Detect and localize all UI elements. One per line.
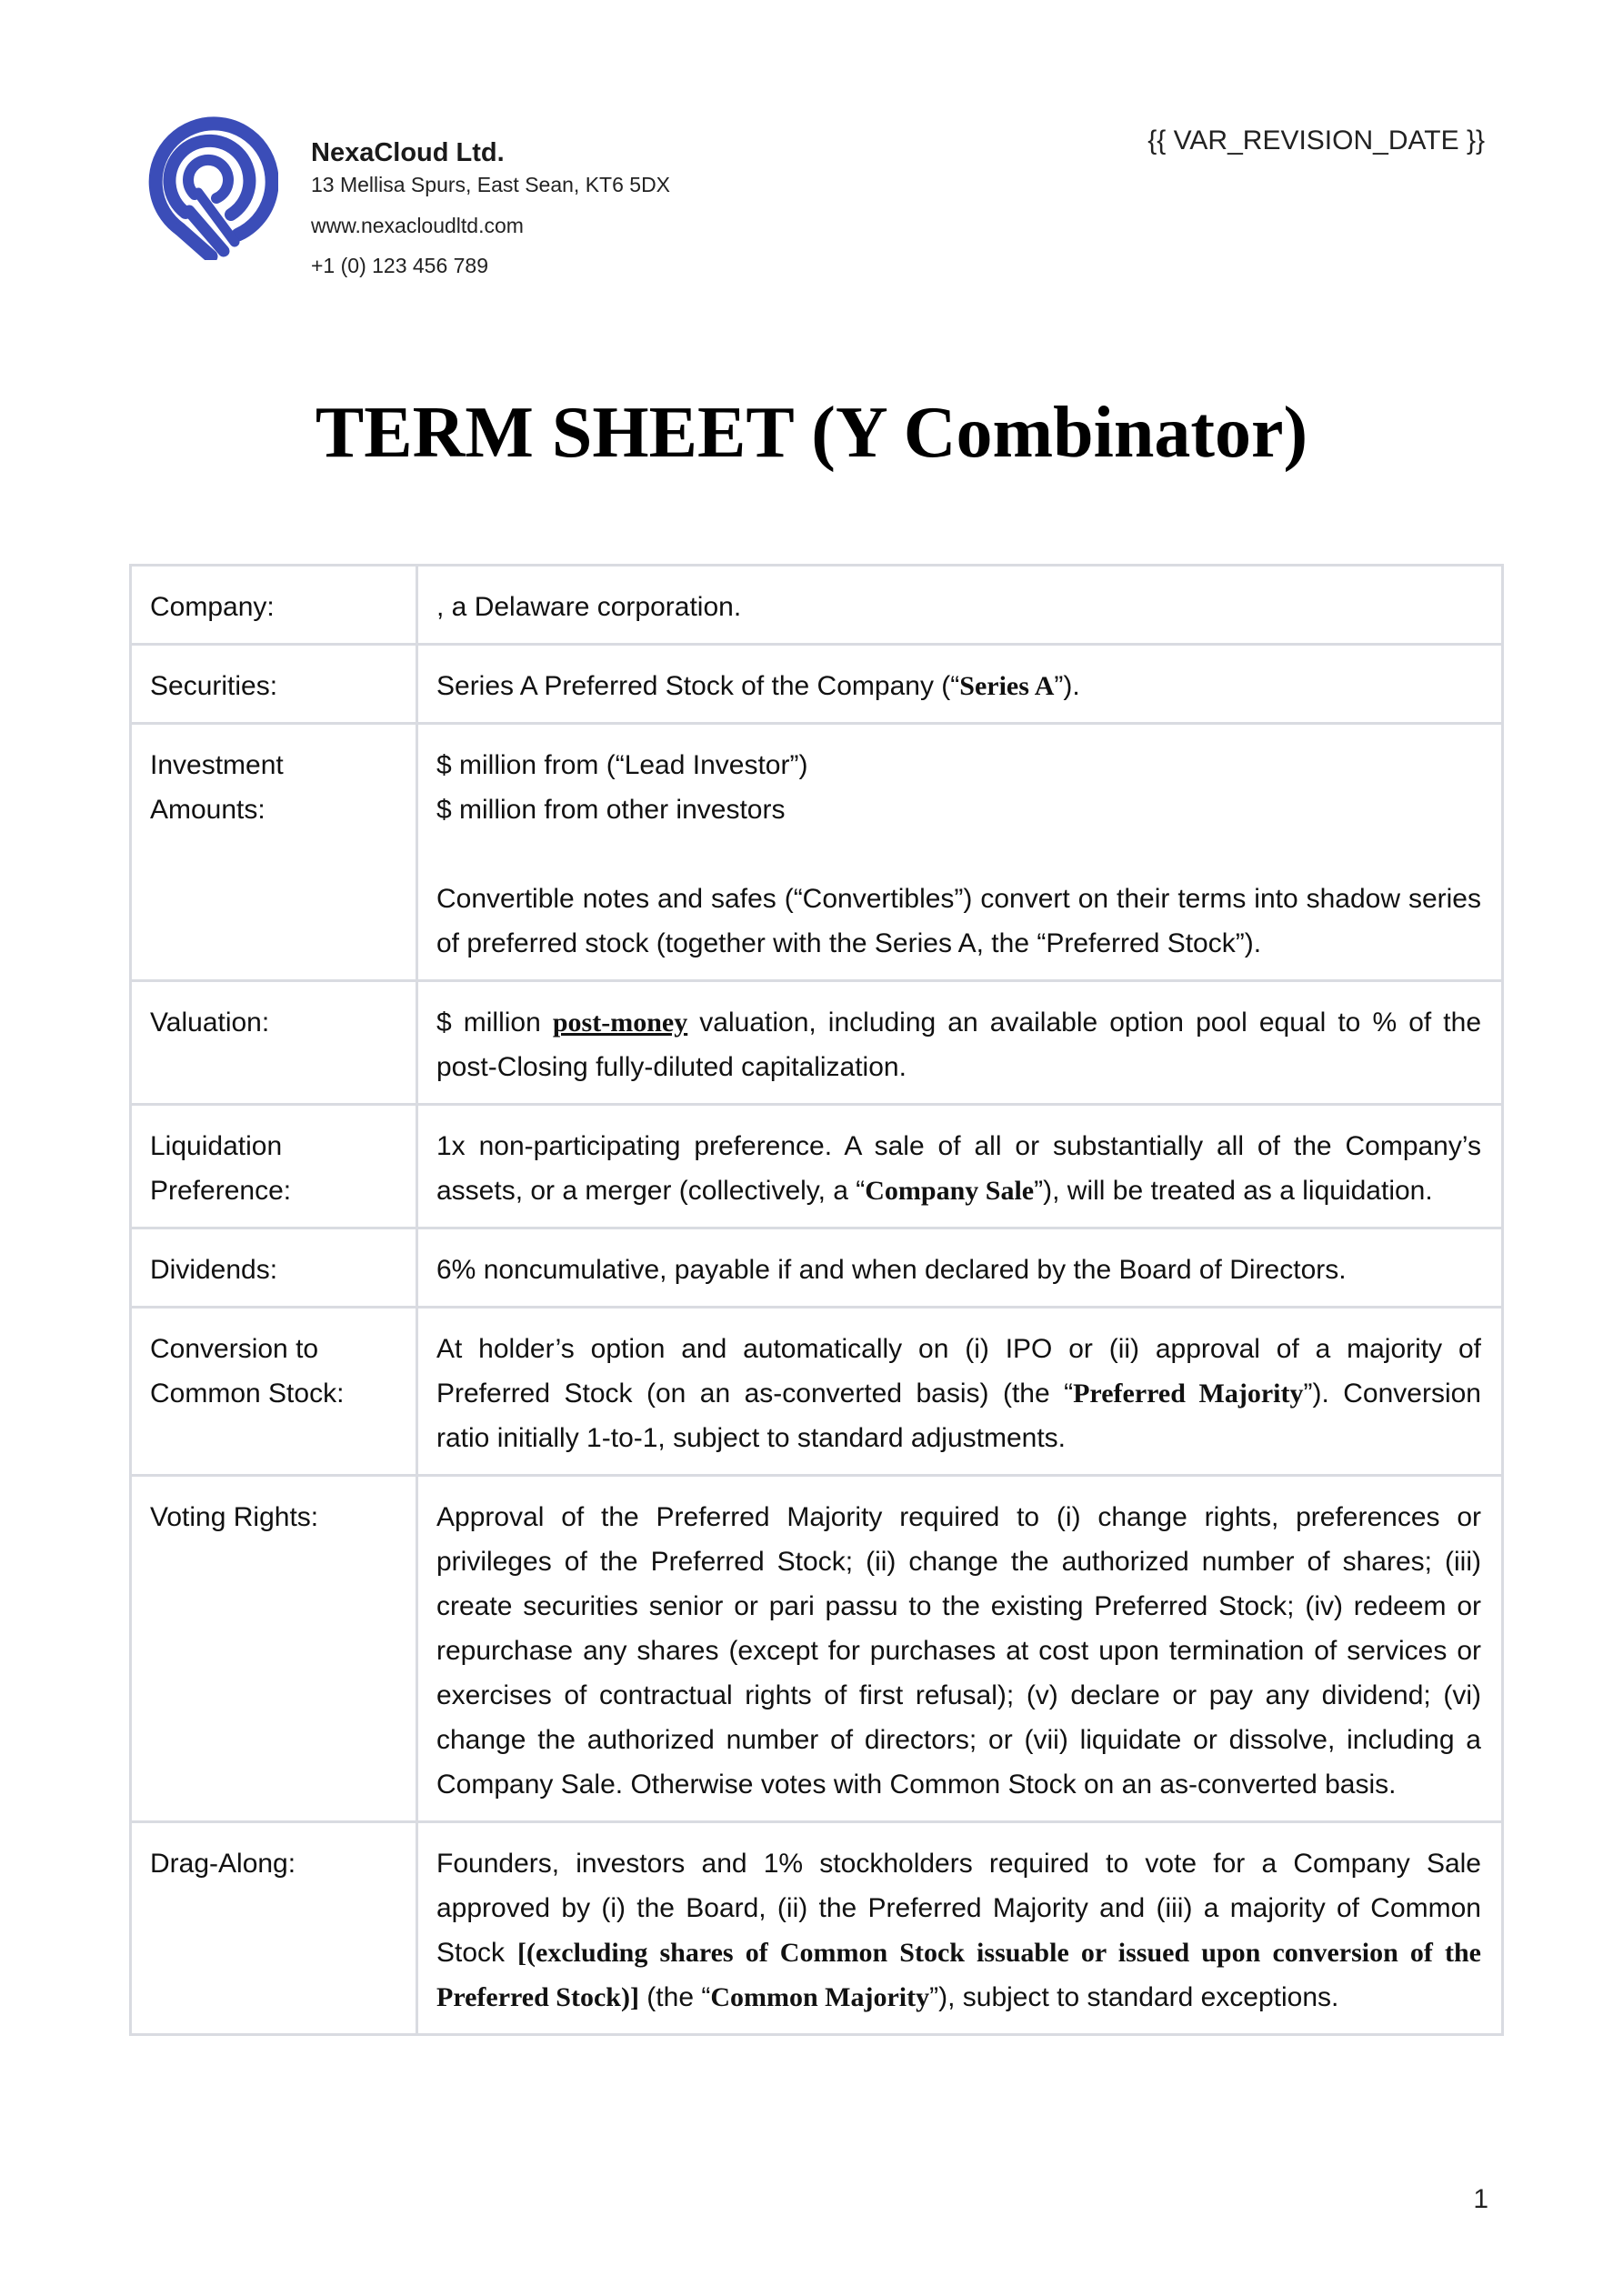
- term-label: Company:: [131, 566, 417, 645]
- document-title: TERM SHEET (Y Combinator): [315, 393, 1308, 473]
- term-value: Approval of the Preferred Majority required to (i) change rights, preferences or privileges of the Preferred Stock; (ii) change the authorized number of shares; (iii) create securities senior or pari passu to the existing Preferred Stock; (iv) redeem or repurchase any shares (except for purchases at cost upon termination of services or exercises of contractual rights of first refusal); (v) declare or pay any dividend; (vi) change the authorized number of directors; or (vii) liquidate or dissolve, including a Company Sale. Otherwise votes with Common Stock on an as‐converted basis.: [417, 1476, 1503, 1822]
- term-value: Series A Preferred Stock of the Company (“Series A”).: [417, 645, 1503, 724]
- term-value: $ million post-money valuation, including an available option pool equal to % of the post-Closing fully-diluted capitalization.: [417, 981, 1503, 1105]
- term-value: Founders, investors and 1% stockholders required to vote for a Company Sale approved by (i) the Board, (ii) the Preferred Majority and (iii) a majority of Common Stock [(excluding shares of Common Stock issuable or issued upon conversion of the Preferred Stock)] (the “Common Majority”), subject to standard exceptions.: [417, 1822, 1503, 2035]
- company-logo: [144, 115, 278, 260]
- term-label: Voting Rights:: [131, 1476, 417, 1822]
- table-row: [131, 1308, 1503, 1476]
- page-number: 1: [1473, 2184, 1488, 2214]
- company-address: 13 Mellisa Spurs, East Sean, KT6 5DX: [311, 173, 671, 196]
- table-row: [131, 566, 1503, 645]
- table-row: [131, 724, 1503, 981]
- term-label: Securities:: [131, 645, 417, 724]
- term-label: Conversion to Common Stock:: [131, 1308, 417, 1476]
- table-row: [131, 1822, 1503, 2035]
- term-value: 1x non-participating preference. A sale of all or substantially all of the Company’s assets, or a merger (collectively, a “Company Sale”), will be treated as a liquidation.: [417, 1105, 1503, 1228]
- company-phone: +1 (0) 123 456 789: [311, 254, 489, 277]
- term-value: At holder’s option and automatically on (i) IPO or (ii) approval of a majority of Preferred Stock (on an as-converted basis) (the “Preferred Majority”). Conversion ratio initially 1-to-1, subject to standard adjustments.: [417, 1308, 1503, 1476]
- term-label: Dividends:: [131, 1228, 417, 1308]
- table-row: [131, 1476, 1503, 1822]
- term-label: Investment Amounts:: [131, 724, 417, 981]
- term-label: Valuation:: [131, 981, 417, 1105]
- table-row: [131, 981, 1503, 1105]
- table-row: [131, 1105, 1503, 1228]
- term-value: 6% noncumulative, payable if and when declared by the Board of Directors.: [417, 1228, 1503, 1308]
- table-row: [131, 645, 1503, 724]
- company-info: [311, 135, 670, 279]
- term-value: $ million from (“Lead Investor”) $ million from other investors Convertible notes and safes (“Convertibles”) convert on their terms into shadow series of preferred stock (together with the Series A, the “Preferred Stock”).: [417, 724, 1503, 981]
- term-label: Drag-Along:: [131, 1822, 417, 2035]
- term-label: Liquidation Preference:: [131, 1105, 417, 1228]
- revision-date: {{ VAR_REVISION_DATE }}: [1147, 125, 1485, 155]
- term-sheet-table: [129, 564, 1504, 2036]
- company-website: www.nexacloudltd.com: [311, 214, 524, 237]
- company-name: NexaCloud Ltd.: [311, 138, 505, 167]
- table-row: [131, 1228, 1503, 1308]
- term-value: , a Delaware corporation.: [417, 566, 1503, 645]
